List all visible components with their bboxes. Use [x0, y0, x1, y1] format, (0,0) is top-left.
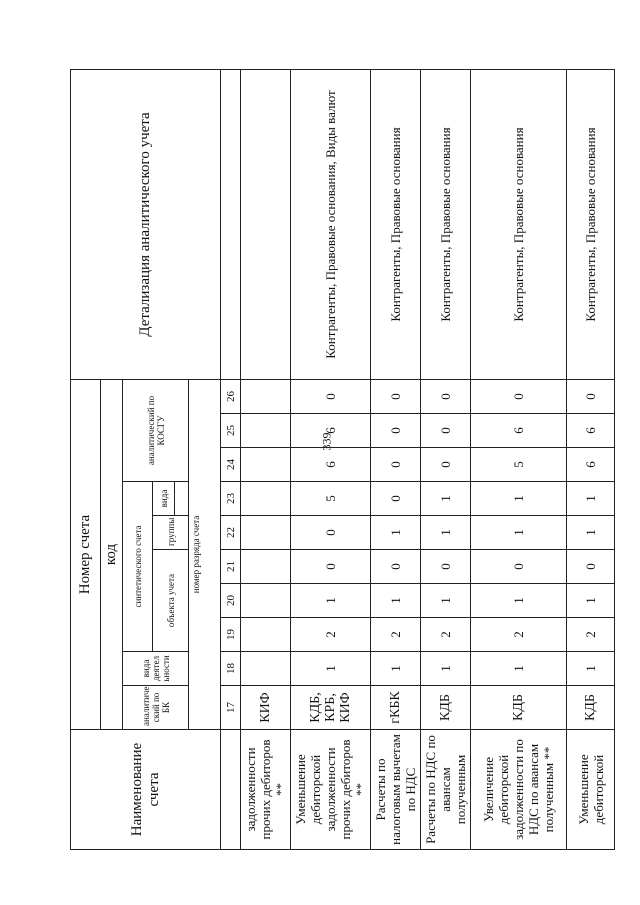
row-digit: 1 — [471, 652, 567, 686]
row-digit: 0 — [371, 550, 421, 584]
row-digit: 0 — [421, 448, 471, 482]
digit-header: 26 — [221, 380, 241, 414]
row-digit: 2 — [421, 618, 471, 652]
digit-header: 21 — [221, 550, 241, 584]
row-digit: 1 — [371, 584, 421, 618]
row-digit — [241, 550, 291, 584]
row-digit: 2 — [567, 618, 615, 652]
header-activity-type: вида деятел ьности — [123, 652, 189, 686]
row-digit: 0 — [371, 414, 421, 448]
row-digit: 0 — [291, 550, 371, 584]
row-digit: 0 — [421, 550, 471, 584]
row-detail — [241, 70, 291, 380]
row-digit: 0 — [567, 380, 615, 414]
accounts-table — [70, 69, 615, 850]
digit-header: 22 — [221, 516, 241, 550]
table-row — [291, 70, 371, 850]
row-digit: 2 — [471, 618, 567, 652]
row-digit: 1 — [421, 652, 471, 686]
row-account-name: Уменьшение дебиторской задолженности прочих дебиторов ** — [291, 730, 371, 850]
table-row — [567, 70, 615, 850]
table-row — [241, 70, 291, 850]
row-digit — [241, 380, 291, 414]
row-digit: 6 — [567, 414, 615, 448]
row-digit: 1 — [291, 584, 371, 618]
row-digit — [241, 652, 291, 686]
header-digit-number: номер разряда счета — [189, 380, 221, 730]
row-digit: 0 — [421, 414, 471, 448]
row-digit — [241, 618, 291, 652]
header-kind-spacer — [175, 482, 189, 516]
row-digit: 2 — [371, 618, 421, 652]
digit-header: 24 — [221, 448, 241, 482]
digit-header: 18 — [221, 652, 241, 686]
row-detail: Контрагенты, Правовые основания — [567, 70, 615, 380]
row-digit: 1 — [567, 584, 615, 618]
row-digit — [241, 584, 291, 618]
row-digit: 6 — [471, 414, 567, 448]
row-digit: 1 — [371, 652, 421, 686]
row-code: КДБ — [567, 686, 615, 730]
row-digit — [241, 414, 291, 448]
row-digit: 0 — [567, 550, 615, 584]
header-analytic-kosgu: аналитический по КОСГУ — [123, 380, 189, 482]
row-digit: 0 — [291, 516, 371, 550]
row-digit: 1 — [291, 652, 371, 686]
table-row — [421, 70, 471, 850]
header-account-number: Номер счета — [71, 380, 101, 730]
row-digit: 1 — [371, 516, 421, 550]
table-row — [371, 70, 421, 850]
row-digit: 5 — [471, 448, 567, 482]
digit-header: 19 — [221, 618, 241, 652]
row-digit: 1 — [567, 516, 615, 550]
row-detail: Контрагенты, Правовые основания — [421, 70, 471, 380]
row-digit: 2 — [291, 618, 371, 652]
digit-header: 23 — [221, 482, 241, 516]
digit-header: 20 — [221, 584, 241, 618]
header-synthetic: синтетического счета — [123, 482, 153, 652]
row-digit: 0 — [371, 380, 421, 414]
row-digit: 0 — [471, 550, 567, 584]
row-account-name: Увеличение дебиторской задолженности по НДС по авансам полученным ** — [471, 730, 567, 850]
row-account-name: Расчеты по НДС по авансам полученным — [421, 730, 471, 850]
header-object: объекта учета — [153, 550, 189, 652]
row-digit: 0 — [421, 380, 471, 414]
digit-header: 25 — [221, 414, 241, 448]
header-blank-left — [221, 730, 241, 850]
row-account-name: Расчеты по налоговым вычетам по НДС — [371, 730, 421, 850]
header-code: код — [101, 380, 123, 730]
row-code: КДБ — [471, 686, 567, 730]
digit-header: 17 — [221, 686, 241, 730]
row-digit: 1 — [421, 516, 471, 550]
table-row — [471, 70, 567, 850]
row-digit: 6 — [291, 414, 371, 448]
row-digit — [241, 482, 291, 516]
row-code: КДБ, КРБ, КИФ — [291, 686, 371, 730]
row-detail: Контрагенты, Правовые основания, Виды валют — [291, 70, 371, 380]
row-digit: 0 — [371, 482, 421, 516]
header-kind: вида — [153, 482, 175, 516]
header-detail: Детализация аналитического учета — [71, 70, 221, 380]
row-code: КДБ — [421, 686, 471, 730]
row-digit: 0 — [291, 380, 371, 414]
header-analytic-bk: аналитиче ский по БК — [123, 686, 189, 730]
row-digit: 0 — [471, 380, 567, 414]
row-digit: 6 — [291, 448, 371, 482]
header-blank-right — [221, 70, 241, 380]
header-group: группы — [153, 516, 189, 550]
row-digit: 1 — [471, 584, 567, 618]
row-account-name: Уменьшение дебиторской — [567, 730, 615, 850]
page-number: 339 — [319, 432, 334, 451]
row-digit: 1 — [471, 516, 567, 550]
row-digit: 1 — [421, 482, 471, 516]
header-account-name: Наименование счета — [71, 730, 221, 850]
row-digit: 1 — [567, 482, 615, 516]
row-digit: 1 — [471, 482, 567, 516]
row-account-name: задолженности прочих дебиторов ** — [241, 730, 291, 850]
row-detail: Контрагенты, Правовые основания — [471, 70, 567, 380]
row-digit — [241, 516, 291, 550]
row-code: гКБК — [371, 686, 421, 730]
row-detail: Контрагенты, Правовые основания — [371, 70, 421, 380]
row-digit: 1 — [421, 584, 471, 618]
row-digit: 6 — [567, 448, 615, 482]
row-digit — [241, 448, 291, 482]
rotated-table-wrapper — [70, 70, 606, 850]
row-digit: 0 — [371, 448, 421, 482]
row-digit: 5 — [291, 482, 371, 516]
row-code: КИФ — [241, 686, 291, 730]
row-digit: 1 — [567, 652, 615, 686]
